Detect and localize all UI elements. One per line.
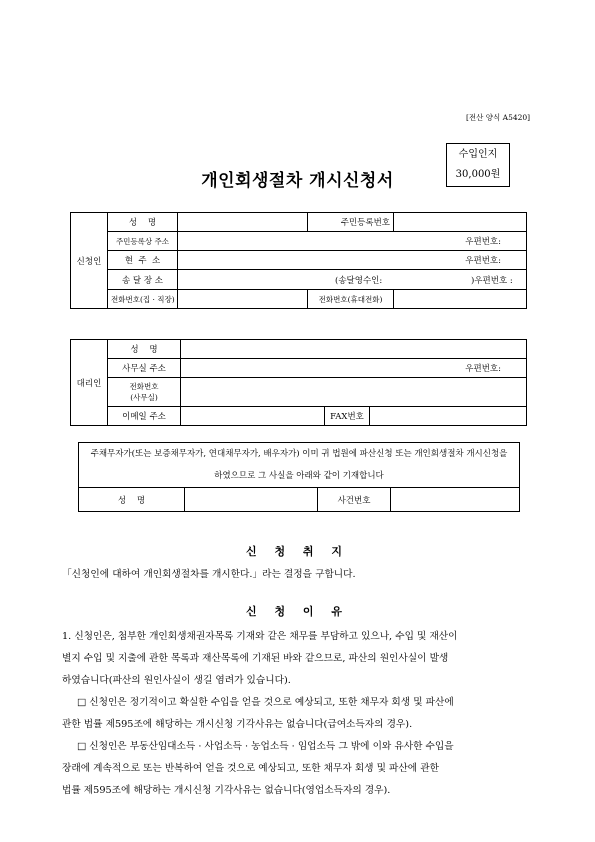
applicant-current-address-label: 현 주 소	[108, 251, 178, 270]
agent-office-address-field[interactable]	[181, 359, 527, 378]
applicant-rrn-label: 주민등록번호	[308, 213, 394, 232]
agent-email-field[interactable]	[181, 407, 325, 426]
agent-fax-field[interactable]	[370, 407, 527, 426]
agent-phone-label-line2: (사무실)	[130, 393, 158, 402]
reason-line: 관한 법률 제595조에 해당하는 개시신청 기각사유는 없습니다(급여소득자의 경우).	[62, 719, 413, 730]
applicant-group-label: 신청인	[71, 213, 108, 309]
reason-checkbox-business[interactable]: □ 신청인은 부동산임대소득 · 사업소득 · 농업소득 · 임업소득 그 밖에 이와 유사한 수입을	[77, 741, 454, 752]
applicant-service-address-field[interactable]	[178, 270, 527, 290]
agent-fax-label: FAX번호	[325, 407, 370, 426]
applicant-rrn-field[interactable]	[394, 213, 527, 232]
postal-code-label: 우편번호:	[465, 237, 501, 247]
postal-code-label: 우편번호:	[465, 364, 502, 374]
codebtor-table	[78, 442, 520, 512]
postal-code-label: 우편번호:	[465, 256, 501, 266]
agent-phone-label-line1: 전화번호	[129, 382, 159, 391]
codebtor-case-number-label: 사건번호	[318, 488, 391, 512]
applicant-current-address-field[interactable]	[178, 251, 527, 270]
applicant-phone-label: 전화번호(집 · 직장)	[108, 290, 178, 309]
service-recipient-label: (송달영수인:	[335, 276, 383, 286]
reason-line: 장래에 계속적으로 또는 반복하여 얻을 것으로 예상되고, 또한 채무자 회생 및 파산에 관한	[62, 763, 439, 774]
agent-name-field[interactable]	[181, 340, 527, 359]
applicant-reg-address-field[interactable]	[178, 232, 527, 251]
applicant-name-field[interactable]	[178, 213, 308, 232]
codebtor-name-label: 성 명	[79, 488, 185, 512]
applicant-phone-field[interactable]	[178, 290, 308, 309]
reason-checkbox-salary[interactable]: □ 신청인은 정기적이고 확실한 수입을 얻을 것으로 예상되고, 또한 채무자 회생 및 파산에	[77, 697, 454, 708]
reason-line: 하였습니다(파산의 원인사실이 생길 염려가 있습니다).	[62, 675, 291, 686]
stamp-label: 수입인지	[458, 149, 498, 160]
applicant-name-label: 성 명	[108, 213, 178, 232]
purpose-text: 「신청인에 대하여 개인회생절차를 개시한다.」라는 결정을 구합니다.	[62, 569, 356, 580]
agent-table	[70, 339, 527, 426]
agent-office-address-label: 사무실 주소	[108, 359, 181, 378]
page-title: 개인회생절차 개시신청서	[201, 171, 394, 191]
codebtor-name-field[interactable]	[185, 488, 318, 512]
agent-group-label: 대리인	[71, 340, 108, 426]
agent-phone-label	[108, 378, 181, 407]
reason-heading: 신 청 이 유	[246, 605, 349, 618]
stamp-amount: 30,000원	[455, 169, 501, 180]
form-code: [전산 양식 A5420]	[466, 113, 531, 122]
codebtor-case-number-field[interactable]	[391, 488, 520, 512]
applicant-mobile-field[interactable]	[394, 290, 527, 309]
applicant-table	[70, 212, 527, 309]
applicant-reg-address-label: 주민등록상 주소	[108, 232, 178, 251]
reason-line: 별지 수입 및 지출에 관한 목록과 재산목록에 기재된 바와 같으므로, 파산의 원인사실이 발생	[62, 653, 449, 664]
postal-code-label: )우편번호 :	[471, 276, 513, 286]
applicant-mobile-label: 전화번호(휴대전화)	[308, 290, 394, 309]
agent-email-label: 이메일 주소	[108, 407, 181, 426]
reason-line: 1. 신청인은, 첨부한 개인회생채권자목록 기재와 같은 채무를 부담하고 있으나, 수입 및 재산이	[62, 631, 458, 642]
agent-name-label: 성 명	[108, 340, 181, 359]
applicant-service-address-label: 송 달 장 소	[108, 270, 178, 290]
codebtor-notice: 주채무자가(또는 보증채무자가, 연대채무자가, 배우자가) 이미 귀 법원에 파산신청 또는 개인회생절차 개시신청을 하였으므로 그 사실을 아래와 같이 기재합니다	[79, 443, 520, 488]
reason-line: 법률 제595조에 해당하는 개시신청 기각사유는 없습니다(영업소득자의 경우).	[62, 785, 391, 796]
agent-phone-field[interactable]	[181, 378, 527, 407]
purpose-heading: 신 청 취 지	[246, 545, 349, 558]
